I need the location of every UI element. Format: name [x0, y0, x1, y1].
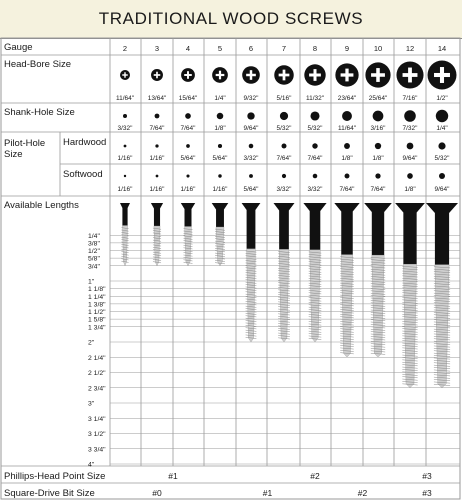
softwood-dot — [313, 174, 318, 179]
shank-hole-value: 9/64" — [243, 125, 259, 132]
length-tick-label: 1 1/4" — [88, 293, 106, 301]
square-drive-size-value: #2 — [357, 488, 368, 498]
gauge-value: 8 — [312, 44, 318, 53]
square-drive-size-value: #1 — [262, 488, 273, 498]
hardwood-dot — [155, 144, 158, 147]
shank-hole-value: 3/32" — [117, 125, 133, 132]
hardwood-value: 3/32" — [243, 155, 259, 162]
hardwood-dot — [312, 143, 317, 148]
softwood-dot — [249, 174, 253, 178]
softwood-value: 1/16" — [212, 186, 228, 193]
head-bore-value: 1/4" — [214, 95, 226, 102]
length-tick-label: 1" — [88, 278, 95, 286]
length-tick-label: 1/4" — [88, 232, 100, 240]
length-tick-label: 2 1/2" — [88, 370, 106, 377]
gauge-value: 7 — [281, 44, 287, 53]
phillips-label: Phillips-Head Point Size — [4, 471, 106, 482]
screw-shank — [341, 212, 353, 255]
softwood-dot — [124, 175, 126, 177]
softwood-dot — [282, 174, 286, 178]
softwood-value: 1/16" — [180, 186, 196, 193]
phillips-size-value: #1 — [168, 471, 178, 481]
softwood-label: Softwood — [63, 169, 103, 180]
softwood-dot — [375, 173, 380, 178]
screw-shank — [122, 208, 127, 226]
hardwood-label: Hardwood — [63, 137, 107, 148]
screw-shank — [216, 210, 224, 228]
softwood-value: 1/16" — [117, 186, 133, 193]
length-tick-label: 3 3/4" — [88, 446, 106, 454]
length-tick-label: 4" — [88, 461, 95, 469]
head-bore-label: Head-Bore Size — [4, 59, 72, 70]
shank-hole-label: Shank-Hole Size — [4, 107, 75, 118]
screw-thread — [403, 264, 416, 388]
length-tick-label: 1 5/8" — [88, 316, 106, 324]
shank-hole-value: 1/4" — [436, 125, 448, 132]
softwood-value: 1/16" — [149, 186, 165, 193]
pilot-hole-label — [4, 138, 45, 160]
hardwood-value: 5/32" — [434, 155, 450, 162]
phillips-cross-v — [187, 71, 189, 79]
phillips-cross-v — [376, 68, 380, 82]
screw — [303, 203, 326, 342]
screw-shank — [435, 213, 449, 265]
shank-hole-dot — [404, 110, 416, 122]
screw-shank — [310, 211, 321, 250]
phillips-size-value: #3 — [422, 471, 432, 481]
shank-hole-value: 7/64" — [180, 125, 196, 132]
softwood-dot — [218, 174, 221, 177]
phillips-size-value: #2 — [310, 471, 320, 481]
phillips-cross-v — [314, 69, 317, 81]
screw — [242, 203, 261, 342]
screw-head — [242, 203, 261, 210]
hardwood-value: 1/16" — [117, 155, 133, 162]
softwood-dot — [186, 174, 189, 177]
softwood-dot — [345, 174, 350, 179]
screw-head — [426, 203, 458, 213]
hardwood-value: 7/64" — [307, 155, 323, 162]
screw — [364, 203, 392, 357]
screw — [212, 203, 229, 266]
phillips-cross-v — [345, 69, 348, 82]
gauge-value: 9 — [344, 44, 350, 53]
length-tick-label: 1 3/8" — [88, 301, 106, 309]
hardwood-dot — [438, 142, 445, 149]
softwood-value: 7/64" — [339, 186, 355, 193]
softwood-value: 1/8" — [404, 186, 416, 193]
square-drive-size-value: #0 — [152, 488, 162, 498]
gauge-value: 12 — [405, 44, 415, 53]
gauge-label: Gauge — [4, 42, 33, 53]
shank-hole-dot — [436, 110, 448, 122]
screw — [120, 203, 130, 266]
shank-hole-dot — [280, 112, 288, 120]
shank-hole-value: 5/32" — [276, 125, 292, 132]
head-bore-value: 15/64" — [178, 95, 198, 102]
screw-shank — [154, 209, 160, 227]
softwood-value: 9/64" — [434, 186, 450, 193]
gauge-value: 4 — [185, 44, 191, 53]
phillips-cross-v — [124, 72, 125, 78]
shank-hole-dot — [373, 111, 384, 122]
phillips-cross-v — [250, 70, 252, 80]
hardwood-value: 1/16" — [149, 155, 165, 162]
shank-hole-dot — [123, 114, 127, 118]
screw-head — [395, 203, 425, 213]
head-bore-value: 7/16" — [402, 95, 418, 102]
screw — [274, 203, 295, 342]
shank-hole-value: 7/32" — [402, 125, 418, 132]
phillips-cross-v — [408, 68, 412, 83]
screw-head — [212, 203, 229, 210]
length-tick-label: 3/8" — [88, 240, 100, 248]
length-tick-label: 2" — [88, 339, 95, 347]
softwood-value: 3/32" — [307, 186, 323, 193]
hardwood-dot — [407, 143, 414, 150]
length-tick-label: 1 1/8" — [88, 286, 106, 294]
shank-hole-dot — [217, 113, 224, 120]
length-tick-label: 1 3/4" — [88, 324, 106, 332]
shank-hole-dot — [185, 113, 191, 119]
length-tick-label: 2 1/4" — [88, 354, 106, 362]
hardwood-value: 5/64" — [212, 155, 228, 162]
screw-shank — [372, 212, 384, 255]
hardwood-dot — [375, 143, 381, 149]
hardwood-value: 9/64" — [402, 155, 418, 162]
shank-hole-value: 11/64" — [337, 125, 357, 132]
screw-shank — [185, 209, 192, 227]
pilot-hole-label-line2: Size — [4, 149, 23, 160]
length-tick-label: 2 3/4" — [88, 385, 106, 393]
length-tick-label: 3 1/2" — [88, 431, 106, 438]
head-bore-value: 23/64" — [337, 95, 357, 102]
pilot-hole-label-line1: Pilot-Hole — [4, 138, 46, 149]
softwood-dot — [439, 173, 445, 179]
hardwood-value: 1/8" — [341, 155, 353, 162]
shank-hole-value: 7/64" — [149, 125, 165, 132]
length-tick-label: 1 1/2" — [88, 309, 106, 316]
hardwood-dot — [124, 145, 127, 148]
gauge-value: 10 — [373, 44, 383, 53]
shank-hole-dot — [155, 114, 160, 119]
screw-head — [364, 203, 392, 212]
square-drive-label: Square-Drive Bit Size — [4, 488, 95, 499]
screw — [395, 203, 425, 388]
hardwood-dot — [218, 144, 222, 148]
hardwood-dot — [186, 144, 190, 148]
gauge-value: 3 — [154, 44, 160, 53]
head-bore-value: 11/32" — [305, 95, 325, 102]
shank-hole-value: 1/8" — [214, 125, 226, 132]
available-lengths-label: Available Lengths — [4, 200, 79, 211]
hardwood-dot — [344, 143, 350, 149]
screw-head — [334, 203, 359, 212]
screw-shank — [403, 213, 416, 265]
phillips-cross-v — [440, 67, 444, 83]
gauge-value: 2 — [122, 44, 128, 53]
screw — [181, 203, 195, 266]
screw-head — [303, 203, 326, 211]
softwood-value: 3/32" — [276, 186, 292, 193]
length-tick-label: 1/2" — [88, 248, 100, 255]
phillips-cross-v — [219, 71, 221, 80]
screw — [151, 203, 163, 266]
length-tick-label: 3" — [88, 400, 95, 408]
length-tick-label: 3/4" — [88, 263, 100, 271]
shank-hole-dot — [247, 112, 254, 119]
screw — [426, 203, 458, 388]
softwood-dot — [407, 173, 413, 179]
softwood-value: 7/64" — [370, 186, 386, 193]
gauge-value: 5 — [217, 44, 223, 53]
hardwood-value: 1/8" — [372, 155, 384, 162]
gauge-value: 14 — [437, 44, 447, 53]
shank-hole-value: 5/32" — [307, 125, 323, 132]
softwood-value: 5/64" — [243, 186, 259, 193]
head-bore-value: 25/64" — [368, 95, 388, 102]
hardwood-value: 5/64" — [180, 155, 196, 162]
shank-hole-dot — [310, 111, 319, 120]
hardwood-dot — [249, 144, 254, 149]
phillips-cross-v — [283, 70, 286, 81]
phillips-cross-v — [156, 72, 158, 79]
hardwood-dot — [282, 144, 287, 149]
screw-shank — [247, 210, 256, 249]
length-tick-label: 3 1/4" — [88, 415, 106, 423]
page-title: TRADITIONAL WOOD SCREWS — [98, 9, 364, 28]
screw — [334, 203, 359, 357]
head-bore-value: 13/64" — [147, 95, 167, 102]
gauge-value: 6 — [248, 44, 254, 53]
screw-head — [120, 203, 130, 208]
screw-head — [181, 203, 195, 209]
head-bore-value: 9/32" — [243, 95, 259, 102]
shank-hole-dot — [342, 111, 352, 121]
screw-head — [151, 203, 163, 209]
screw-thread — [435, 265, 449, 388]
head-bore-value: 11/64" — [115, 95, 135, 102]
hardwood-value: 7/64" — [276, 155, 292, 162]
length-tick-label: 5/8" — [88, 255, 100, 263]
head-bore-value: 5/16" — [276, 95, 292, 102]
softwood-dot — [156, 175, 159, 178]
shank-hole-value: 3/16" — [370, 125, 386, 132]
screw-shank — [279, 211, 289, 250]
head-bore-value: 1/2" — [436, 95, 448, 102]
screw-head — [274, 203, 295, 211]
square-drive-size-value: #3 — [422, 488, 432, 498]
